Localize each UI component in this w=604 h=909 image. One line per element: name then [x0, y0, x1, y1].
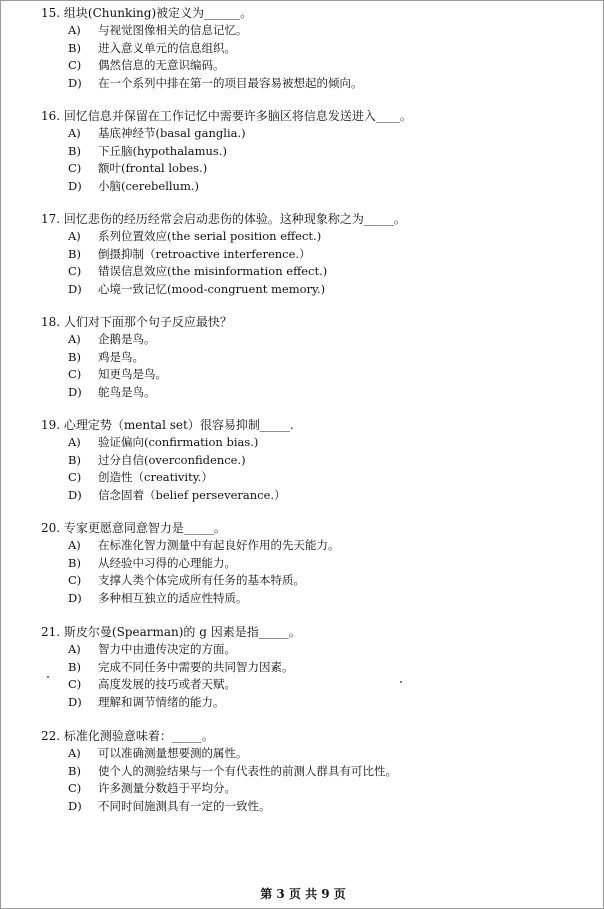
option-label: B) — [68, 452, 81, 467]
option-text: 下丘脑(hypothalamus.) — [98, 143, 227, 158]
option-b — [41, 763, 581, 781]
option-text: 鸵鸟是鸟。 — [98, 384, 156, 399]
option-label: B) — [68, 246, 81, 261]
option-label: C) — [68, 781, 82, 795]
option-text: 不同时间施测具有一定的一致性。 — [98, 798, 271, 813]
option-label: B) — [68, 349, 81, 364]
option-d — [41, 590, 581, 608]
option-label: D) — [68, 487, 82, 502]
question-stem: 21. 斯皮尔曼(Spearman)的 g 因素是指_____。 — [41, 625, 301, 639]
option-label: B) — [68, 763, 81, 778]
option-text: 心境一致记忆(mood-congruent memory.) — [98, 281, 326, 296]
option-text: 倒摄抑制（retroactive interference.） — [98, 246, 311, 261]
option-text: 智力中由遗传决定的方面。 — [98, 642, 236, 656]
option-text: 使个人的测验结果与一个有代表性的前测人群具有可比性。 — [98, 763, 397, 778]
question-17 — [41, 211, 581, 298]
option-c — [41, 160, 581, 178]
question-22 — [41, 728, 581, 815]
option-label: C) — [68, 161, 82, 175]
question-20 — [41, 520, 581, 607]
option-label: B) — [68, 659, 81, 674]
option-text: 在标准化智力测量中有起良好作用的先天能力。 — [98, 538, 340, 552]
option-text: 与视觉图像相关的信息记忆。 — [98, 23, 248, 37]
option-c — [41, 780, 581, 798]
option-text: 理解和调节情绪的能力。 — [98, 694, 225, 709]
option-label: C) — [68, 58, 82, 72]
option-label: D) — [68, 281, 82, 296]
option-text: 许多测量分数趋于平均分。 — [98, 781, 236, 795]
option-c — [41, 263, 581, 281]
scan-speck — [400, 681, 402, 683]
option-label: B) — [68, 143, 81, 158]
option-text: 鸡是鸟。 — [98, 349, 144, 364]
option-label: A) — [68, 642, 81, 656]
option-text: 可以准确测量想要测的属性。 — [98, 746, 248, 760]
option-a — [41, 641, 581, 659]
option-label: A) — [68, 746, 81, 760]
option-label: D) — [68, 75, 82, 90]
option-text: 偶然信息的无意识编码。 — [98, 58, 225, 72]
option-b — [41, 40, 581, 58]
option-text: 知更鸟是鸟。 — [98, 367, 167, 381]
option-c — [41, 366, 581, 384]
option-text: 系列位置效应(the serial position effect.) — [98, 229, 322, 243]
scan-speck — [47, 676, 49, 678]
option-text: 多种相互独立的适应性特质。 — [98, 590, 248, 605]
question-19 — [41, 417, 581, 504]
option-a — [41, 331, 581, 349]
option-label: D) — [68, 590, 82, 605]
option-label: A) — [68, 332, 81, 346]
option-c — [41, 469, 581, 487]
option-a — [41, 434, 581, 452]
option-a — [41, 745, 581, 763]
page-footer: 第 3 页 共 9 页 — [260, 887, 346, 901]
option-text: 信念固着（belief perseverance.） — [98, 487, 286, 502]
option-a — [41, 228, 581, 246]
question-stem: 18. 人们对下面那个句子反应最快？ — [41, 315, 232, 329]
option-text: 基底神经节(basal ganglia.) — [98, 126, 246, 140]
option-label: C) — [68, 264, 82, 278]
option-d — [41, 487, 581, 505]
question-15 — [41, 5, 581, 92]
option-label: C) — [68, 470, 82, 484]
option-d — [41, 694, 581, 712]
option-b — [41, 659, 581, 677]
option-a — [41, 125, 581, 143]
option-text: 高度发展的技巧或者天赋。 — [98, 677, 236, 691]
option-b — [41, 349, 581, 367]
option-label: C) — [68, 573, 82, 587]
option-label: A) — [68, 435, 81, 449]
option-text: 小脑(cerebellum.) — [98, 178, 200, 193]
option-text: 创造性（creativity.） — [98, 470, 213, 484]
option-text: 额叶(frontal lobes.) — [98, 161, 208, 175]
option-label: A) — [68, 229, 81, 243]
option-text: 支撑人类个体完成所有任务的基本特质。 — [98, 573, 305, 587]
question-stem: 22. 标准化测验意味着：_____。 — [41, 729, 214, 743]
option-b — [41, 452, 581, 470]
option-a — [41, 537, 581, 555]
option-d — [41, 798, 581, 816]
option-label: D) — [68, 694, 82, 709]
option-text: 企鹅是鸟。 — [98, 332, 156, 346]
question-stem: 19. 心理定势（mental set）很容易抑制_____. — [41, 418, 294, 432]
option-b — [41, 246, 581, 264]
option-b — [41, 555, 581, 573]
option-a — [41, 22, 581, 40]
option-b — [41, 143, 581, 161]
option-text: 验证偏向(confirmation bias.) — [98, 435, 259, 449]
option-text: 进入意义单元的信息组织。 — [98, 40, 236, 55]
option-label: C) — [68, 367, 82, 381]
option-label: C) — [68, 677, 82, 691]
option-label: B) — [68, 40, 81, 55]
question-16 — [41, 108, 581, 195]
option-d — [41, 281, 581, 299]
option-c — [41, 572, 581, 590]
option-text: 在一个系列中排在第一的项目最容易被想起的倾向。 — [98, 75, 363, 90]
option-text: 从经验中习得的心理能力。 — [98, 555, 236, 570]
option-label: D) — [68, 384, 82, 399]
question-stem: 15. 组块(Chunking)被定义为______。 — [41, 6, 253, 20]
question-stem: 16. 回忆信息并保留在工作记忆中需要许多脑区将信息发送进入____。 — [41, 109, 412, 123]
option-c — [41, 676, 581, 694]
option-label: A) — [68, 538, 81, 552]
option-text: 过分自信(overconfidence.) — [98, 452, 246, 467]
question-stem: 20. 专家更愿意同意智力是_____。 — [41, 521, 226, 535]
option-label: B) — [68, 555, 81, 570]
option-d — [41, 75, 581, 93]
question-stem: 17. 回忆悲伤的经历经常会启动悲伤的体验。这种现象称之为_____。 — [41, 212, 406, 226]
option-label: A) — [68, 23, 81, 37]
option-d — [41, 384, 581, 402]
option-text: 完成不同任务中需要的共同智力因素。 — [98, 659, 294, 674]
option-label: A) — [68, 126, 81, 140]
option-c — [41, 57, 581, 75]
question-21 — [41, 624, 581, 711]
option-text: 错误信息效应(the misinformation effect.) — [98, 264, 328, 278]
option-label: D) — [68, 798, 82, 813]
option-d — [41, 178, 581, 196]
question-18 — [41, 314, 581, 401]
option-label: D) — [68, 178, 82, 193]
